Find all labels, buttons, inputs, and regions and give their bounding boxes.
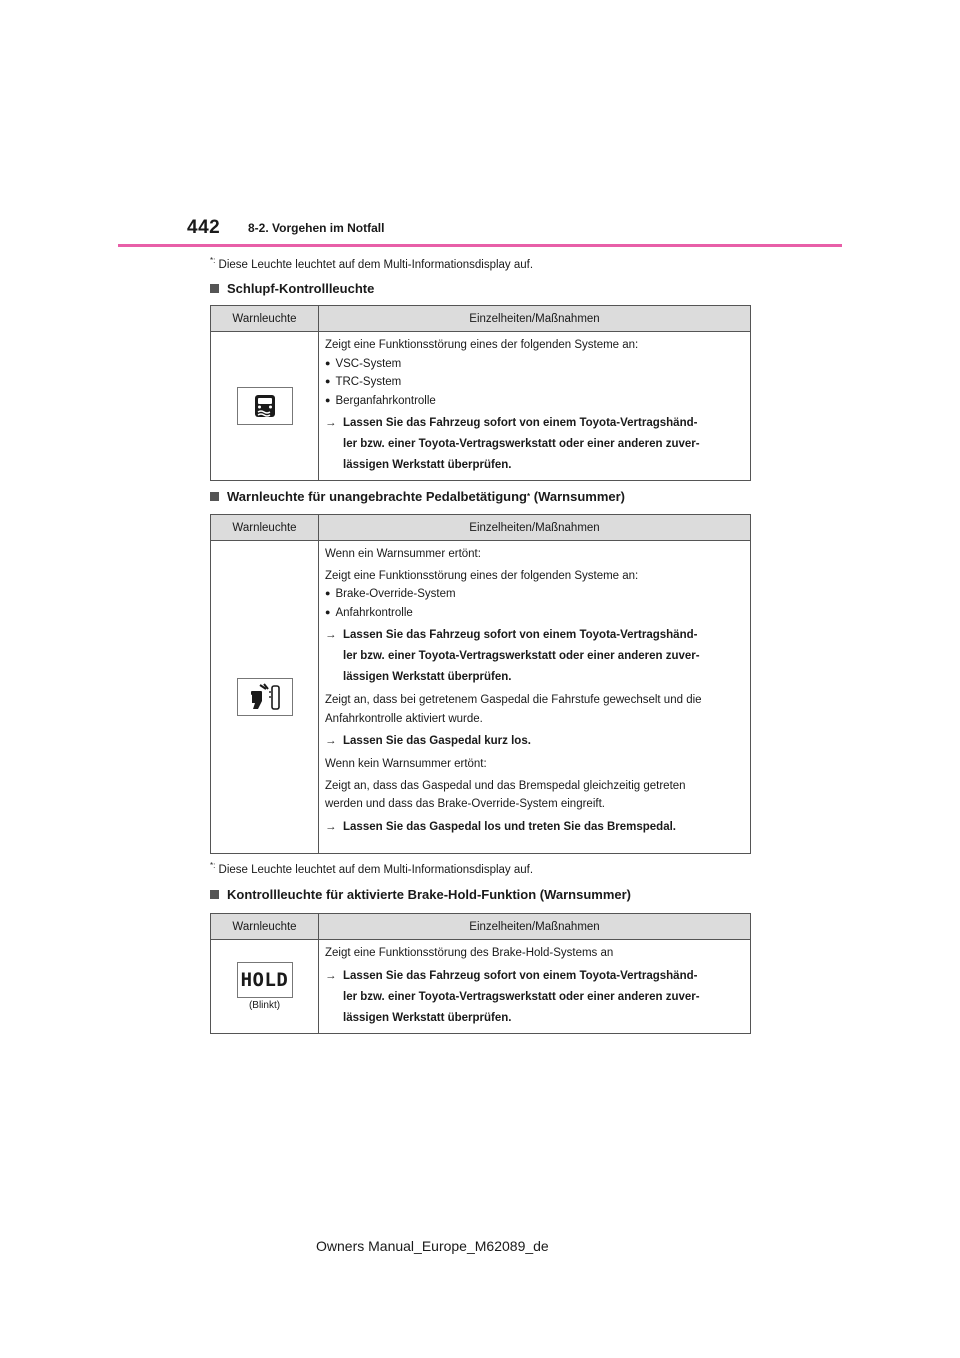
section-title: 8-2. Vorgehen im Notfall [248, 221, 385, 235]
footer-doc-id: Owners Manual_Europe_M62089_de [316, 1238, 549, 1254]
page-number: 442 [187, 217, 221, 238]
pedal-misapplication-icon [237, 678, 293, 716]
bullet-item: ● Brake-Override-System [325, 585, 744, 604]
brake-hold-icon-text: HOLD [240, 968, 289, 991]
arrow-right-icon: → [325, 820, 337, 833]
column-header-details: Einzelheiten/Maßnahmen [319, 515, 751, 541]
details-cell [319, 332, 751, 481]
column-header-warning-light: Warnleuchte [211, 914, 319, 940]
action-line: ler bzw. einer Toyota-Vertragswerkstatt oder einer anderen zuver- [343, 438, 700, 450]
heading-slip-indicator [210, 281, 374, 296]
icon-cell [211, 940, 319, 1034]
details-intro: Zeigt eine Funktionsstörung eines der folgenden Systeme an: [325, 569, 639, 582]
column-header-warning-light: Warnleuchte [211, 306, 319, 332]
heading-suffix: (Warnsummer) [533, 489, 626, 504]
slip-indicator-icon [237, 387, 293, 425]
action-line: ler bzw. einer Toyota-Vertragswerkstatt oder einer anderen zuver- [343, 650, 700, 662]
action-line: Lassen Sie das Fahrzeug sofort von einem Toyota-Vertragshänd- [343, 417, 698, 429]
action-line: Lassen Sie das Fahrzeug sofort von einem Toyota-Vertragshänd- [343, 629, 698, 641]
heading-marker: * [527, 492, 531, 501]
arrow-right-icon: → [325, 969, 337, 982]
action-line: Lassen Sie das Fahrzeug sofort von einem Toyota-Vertragshänd- [343, 969, 698, 982]
heading-pedal-misapplication [210, 489, 625, 504]
action-instruction [325, 413, 744, 476]
column-header-details: Einzelheiten/Maßnahmen [319, 306, 751, 332]
both-pedals-text: werden und dass das Brake-Override-System eingreift. [325, 798, 605, 810]
footnote-marker: *: [210, 256, 216, 265]
action-line: ler bzw. einer Toyota-Vertragswerkstatt oder einer anderen zuver- [343, 990, 700, 1003]
details-cell [319, 541, 751, 854]
footnote-text: Diese Leuchte leuchtet auf dem Multi-Informationsdisplay auf. [218, 863, 534, 876]
table-pedal-misapplication [210, 514, 751, 854]
header-rule [118, 244, 842, 247]
icon-cell [211, 332, 319, 481]
column-header-warning-light: Warnleuchte [211, 515, 319, 541]
square-bullet-icon [210, 284, 219, 293]
action-line: lässigen Werkstatt überprüfen. [343, 671, 512, 683]
action-line: Lassen Sie das Gaspedal los und treten Sie das Bremspedal. [343, 820, 676, 833]
footnote-mid [210, 861, 533, 876]
square-bullet-icon [210, 890, 219, 899]
action-instruction [325, 731, 744, 752]
shift-text: Anfahrkontrolle aktiviert wurde. [325, 712, 483, 725]
buzzer-off-label: Wenn kein Warnsummer ertönt: [325, 758, 487, 770]
bullet-item: ● Anfahrkontrolle [325, 604, 744, 623]
details-intro: Zeigt eine Funktionsstörung eines der folgenden Systeme an: [325, 339, 639, 351]
action-line: lässigen Werkstatt überprüfen. [343, 459, 512, 471]
action-instruction [325, 625, 744, 688]
bullet-item: ● VSC-System [325, 355, 744, 374]
column-header-details: Einzelheiten/Maßnahmen [319, 914, 751, 940]
shift-text: Zeigt an, dass bei getretenem Gaspedal die Fahrstufe gewechselt und die [325, 694, 702, 706]
arrow-right-icon: → [325, 629, 337, 641]
table-brake-hold [210, 913, 751, 1034]
heading-brake-hold [210, 887, 631, 902]
brake-hold-icon [237, 962, 293, 998]
icon-cell [211, 541, 319, 854]
table-slip-indicator [210, 305, 751, 481]
details-cell [319, 940, 751, 1034]
action-instruction [325, 817, 744, 838]
arrow-right-icon: → [325, 417, 337, 429]
heading-text: Warnleuchte für unangebrachte Pedalbetätigung [227, 489, 527, 504]
action-line: lässigen Werkstatt überprüfen. [343, 1011, 512, 1024]
both-pedals-text: Zeigt an, dass das Gaspedal und das Bremspedal gleichzeitig getreten [325, 779, 686, 792]
action-instruction [325, 966, 744, 1029]
bullet-item: ● TRC-System [325, 373, 744, 392]
bullet-item: ● Berganfahrkontrolle [325, 392, 744, 411]
blink-caption: (Blinkt) [248, 999, 281, 1011]
footnote-text: Diese Leuchte leuchtet auf dem Multi-Informationsdisplay auf. [218, 258, 534, 271]
footnote-marker: *: [210, 861, 216, 870]
buzzer-on-label: Wenn ein Warnsummer ertönt: [325, 548, 481, 560]
heading-text: Schlupf-Kontrollleuchte [227, 281, 375, 296]
action-line: Lassen Sie das Gaspedal kurz los. [343, 735, 531, 747]
details-intro: Zeigt eine Funktionsstörung des Brake-Hold-Systems an [325, 947, 614, 959]
footnote-top [210, 256, 533, 271]
arrow-right-icon: → [325, 735, 337, 747]
square-bullet-icon [210, 492, 219, 501]
heading-text: Kontrollleuchte für aktivierte Brake-Hold-Funktion (Warnsummer) [227, 887, 632, 902]
